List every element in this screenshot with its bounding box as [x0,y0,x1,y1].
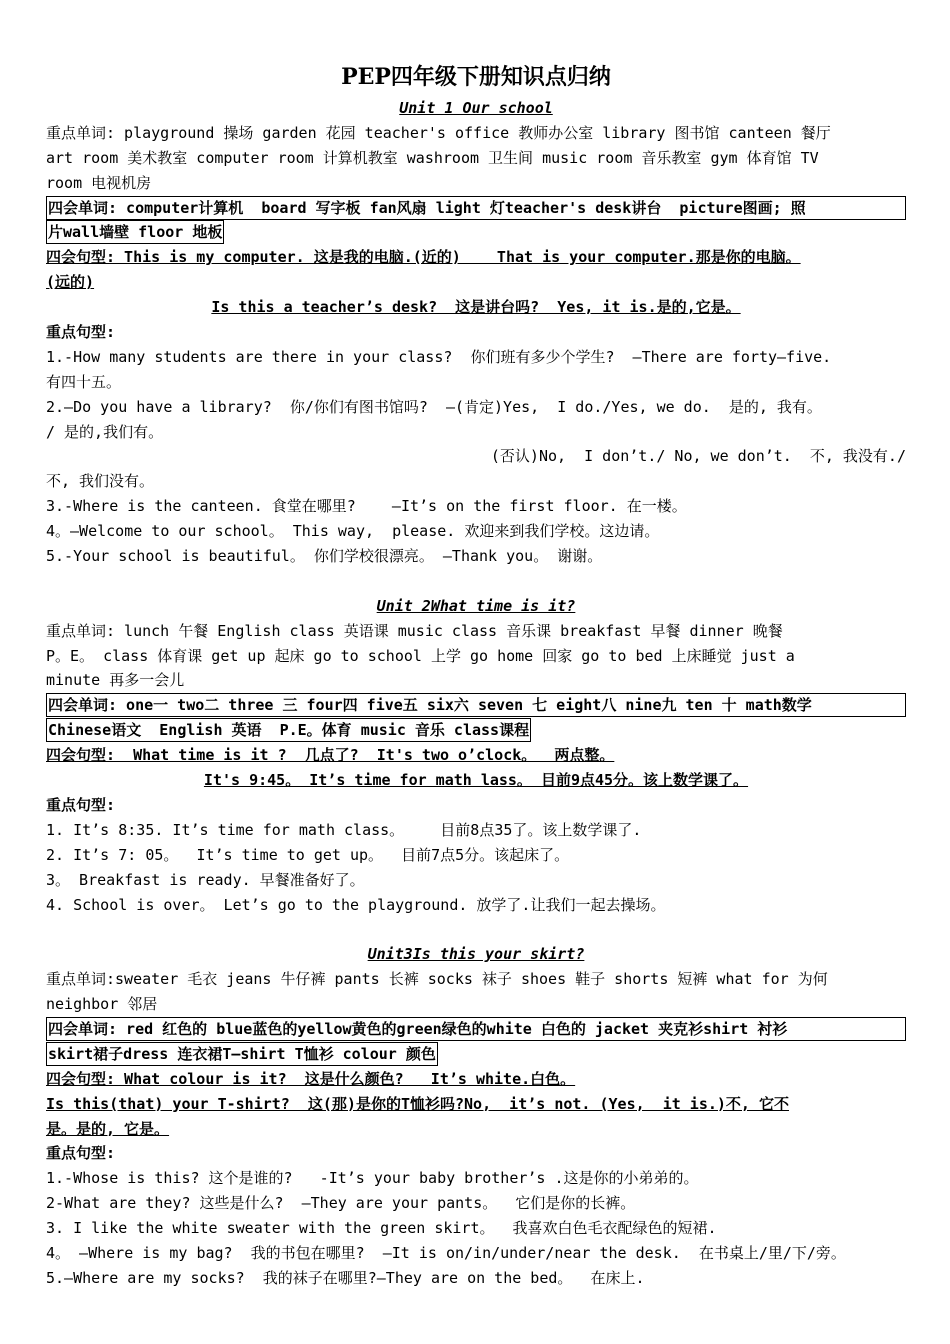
u1-line-17: 5.-Your school is beautiful。 你们学校很漂亮。 —Thank you。 谢谢。 [46,547,603,566]
u3-line-9: 2-What are they? 这些是什么? —They are your pants。 它们是你的长裤。 [46,1194,636,1213]
u3-line-10: 3. I like the white sweater with the green skirt。 我喜欢白色毛衣配绿色的短裙. [46,1219,717,1238]
u3-line-4: 四会句型: What colour is it? 这是什么颜色? It’s white.白色。 [46,1069,576,1088]
u2-line-1: P。E。 class 体育课 get up 起床 go to school 上学 go home 回家 go to bed 上床睡觉 just a [46,646,795,665]
u1-line-3: 四会单词: computer计算机 board 写字板 fan风扇 light 灯teacher's desk讲台 picture图画; 照 [46,196,906,220]
u3-line-6: 是。是的, 它是。 [46,1119,170,1138]
u1-line-6: (远的) [46,273,95,292]
u1-line-14: 不, 我们没有。 [46,472,155,491]
u2-line-8: 1. It’s 8:35. It’s time for math class。 目前8点35了。该上数学课了. [46,820,642,839]
u2-line-10: 3。 Breakfast is ready. 早餐准备好了。 [46,870,365,889]
u2-line-0: 重点单词: lunch 午餐 English class 英语课 music class 音乐课 breakfast 早餐 dinner 晚餐 [46,621,783,640]
u1-line-5: 四会句型: This is my computer. 这是我的电脑.(近的) That is your computer.那是你的电脑。 [46,248,801,267]
u1-line-9: 1.-How many students are there in your class? 你们班有多少个学生? —There are forty—five. [46,347,832,366]
u1-line-15: 3.-Where is the canteen. 食堂在哪里? —It’s on the first floor. 在一楼。 [46,497,687,516]
unit-2-heading: Unit 2What time is it? [376,596,576,615]
u1-line-4: 片wall墙壁 floor 地板 [46,220,224,244]
u1-line-13: (否认)No, I don’t./ No, we don’t. 不, 我没有./ [490,447,906,466]
unit-3-heading: Unit3Is this your skirt? [367,945,585,964]
u2-line-3: 四会单词: one一 two二 three 三 four四 five五 six六 seven 七 eight八 nine九 ten 十 math数学 [46,693,906,717]
u1-line-7: Is this a teacher’s desk? 这是讲台吗? Yes, it is.是的,它是。 [211,298,741,317]
u2-line-11: 4. School is over。 Let’s go to the playground. 放学了.让我们一起去操场。 [46,895,666,914]
u1-line-11: 2.—Do you have a library? 你/你们有图书馆吗? —(肯定)Yes, I do./Yes, we do. 是的, 我有。 [46,397,822,416]
u1-line-2: room 电视机房 [46,173,152,192]
unit-1-heading: Unit 1 Our school [399,99,553,117]
u3-line-0: 重点单词:sweater 毛衣 jeans 牛仔裤 pants 长裤 socks 袜子 shoes 鞋子 shorts 短裤 what for 为何 [46,970,828,989]
u1-line-12: / 是的,我们有。 [46,422,164,441]
u2-line-9: 2. It’s 7: 05。 It’s time to get up。 目前7点5分。该起床了。 [46,845,570,864]
u3-line-3: skirt裙子dress 连衣裙T—shirt T恤衫 colour 颜色 [46,1042,438,1066]
u2-line-4: Chinese语文 English 英语 P.E。体育 music 音乐 class课程 [46,718,531,742]
u3-line-7: 重点句型: [46,1144,116,1163]
document-title: PEP四年级下册知识点归纳 [341,64,611,90]
u2-line-6: It's 9:45。 It’s time for math lass。 目前9点45分。该上数学课了。 [203,771,749,790]
u3-line-12: 5.—Where are my socks? 我的袜子在哪里?—They are on the bed。 在床上. [46,1268,645,1287]
u2-line-2: minute 再多一会儿 [46,671,185,690]
u3-line-8: 1.-Whose is this? 这个是谁的? -It’s your baby brother’s .这是你的小弟弟的。 [46,1169,699,1188]
u1-line-1: art room 美术教室 computer room 计算机教室 washroom 卫生间 music room 音乐教室 gym 体育馆 TV [46,148,819,167]
u3-line-5: Is this(that) your T-shirt? 这(那)是你的T恤衫吗?No, it’s not. (Yes, it is.)不, 它不 [46,1094,789,1113]
u1-line-10: 有四十五。 [46,372,122,391]
u1-line-16: 4。—Welcome to our school。 This way, please. 欢迎来到我们学校。这边请。 [46,522,660,541]
document-page [46,60,906,1291]
u1-line-0: 重点单词: playground 操场 garden 花园 teacher's office 教师办公室 library 图书馆 canteen 餐厅 [46,123,831,142]
u2-line-7: 重点句型: [46,795,116,814]
u2-line-5: 四会句型: What time is it ? 几点了? It's two o’clock。 两点整。 [46,746,615,765]
u3-line-11: 4。 —Where is my bag? 我的书包在哪里? —It is on/in/under/near the desk. 在书桌上/里/下/旁。 [46,1243,846,1262]
u1-line-8: 重点句型: [46,323,116,342]
u3-line-1: neighbor 邻居 [46,995,158,1014]
u3-line-2: 四会单词: red 红色的 blue蓝色的yellow黄色的green绿色的white 白色的 jacket 夹克衫shirt 衬衫 [46,1017,906,1041]
